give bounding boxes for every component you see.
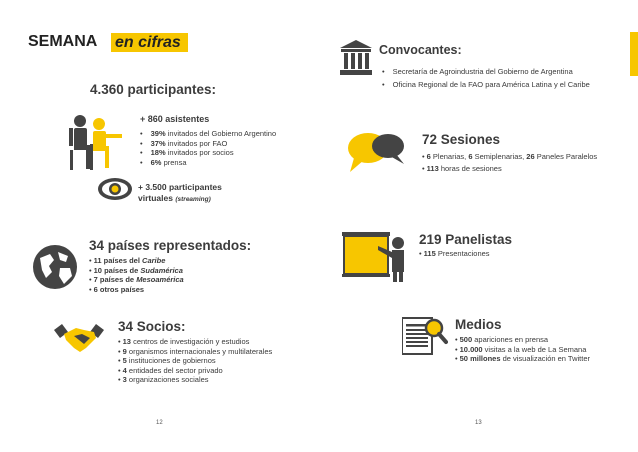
virtual-label: virtuales [138, 193, 173, 203]
newspaper-magnifier-icon [402, 316, 448, 356]
country-item: • 11 países del Caribe [89, 256, 184, 266]
accent-bar [630, 32, 638, 76]
media-item: • 50 millones de visualización en Twitter [455, 354, 590, 364]
panelists-line: • 115 Presentaciones [419, 249, 490, 259]
partner-item: • 5 instituciones de gobiernos [118, 356, 272, 366]
sessions-line-1: • 6 Plenarias, 6 Semiplenarias, 26 Paneles Paralelos [422, 152, 597, 162]
page-title-plain: SEMANA [28, 33, 98, 50]
media-item: • 500 apariciones en prensa [455, 335, 590, 345]
partner-item: • 9 organismos internacionales y multilaterales [118, 347, 272, 357]
partners-title: 34 Socios: [118, 319, 186, 334]
countries-list [89, 256, 184, 294]
country-item: • 7 países de Mesoamérica [89, 275, 184, 285]
attendees-breakdown [140, 129, 276, 167]
globe-icon [32, 244, 78, 290]
eye-icon [97, 177, 133, 201]
partners-list [118, 337, 272, 385]
conveners-title: Convocantes: [379, 43, 462, 57]
countries-title: 34 países representados: [89, 238, 252, 253]
page-number-right: 13 [475, 420, 482, 426]
convener-item: • Secretaría de Agroindustria del Gobierno de Argentina [382, 65, 590, 78]
institution-building-icon [340, 40, 372, 76]
sessions-title: 72 Sesiones [422, 132, 501, 147]
page-title-highlight: en cifras [111, 33, 188, 52]
attendees-heading: + 860 asistentes [140, 114, 210, 124]
conveners-list [382, 65, 590, 91]
participants-title: 4.360 participantes: [90, 82, 217, 97]
media-item: • 10.000 visitas a la web de La Semana [455, 345, 590, 355]
presenter-board-icon [342, 232, 410, 282]
people-seated-icon [66, 114, 132, 174]
partner-item: • 3 organizaciones sociales [118, 375, 272, 385]
breakdown-item: • 6% prensa [140, 158, 276, 168]
country-item: • 10 países de Sudamérica [89, 266, 184, 276]
speech-bubbles-icon [346, 128, 406, 174]
breakdown-item: • 18% invitados por socios [140, 148, 276, 158]
partner-item: • 13 centros de investigación y estudios [118, 337, 272, 347]
breakdown-item: • 37% invitados por FAO [140, 139, 276, 149]
virtual-heading: + 3.500 participantes [138, 182, 222, 192]
country-item: • 6 otros países [89, 285, 184, 295]
virtual-participants [138, 182, 222, 205]
sessions-line-2: • 113 horas de sesiones [422, 164, 502, 174]
breakdown-item: • 39% invitados del Gobierno Argentino [140, 129, 276, 139]
convener-item: • Oficina Regional de la FAO para América Latina y el Caribe [382, 78, 590, 91]
media-list [455, 335, 590, 364]
handshake-icon [54, 322, 104, 354]
panelists-title: 219 Panelistas [419, 232, 513, 247]
virtual-note: (streaming) [175, 196, 211, 203]
page-number-left: 12 [156, 420, 163, 426]
partner-item: • 4 entidades del sector privado [118, 366, 272, 376]
media-title: Medios [455, 317, 502, 332]
